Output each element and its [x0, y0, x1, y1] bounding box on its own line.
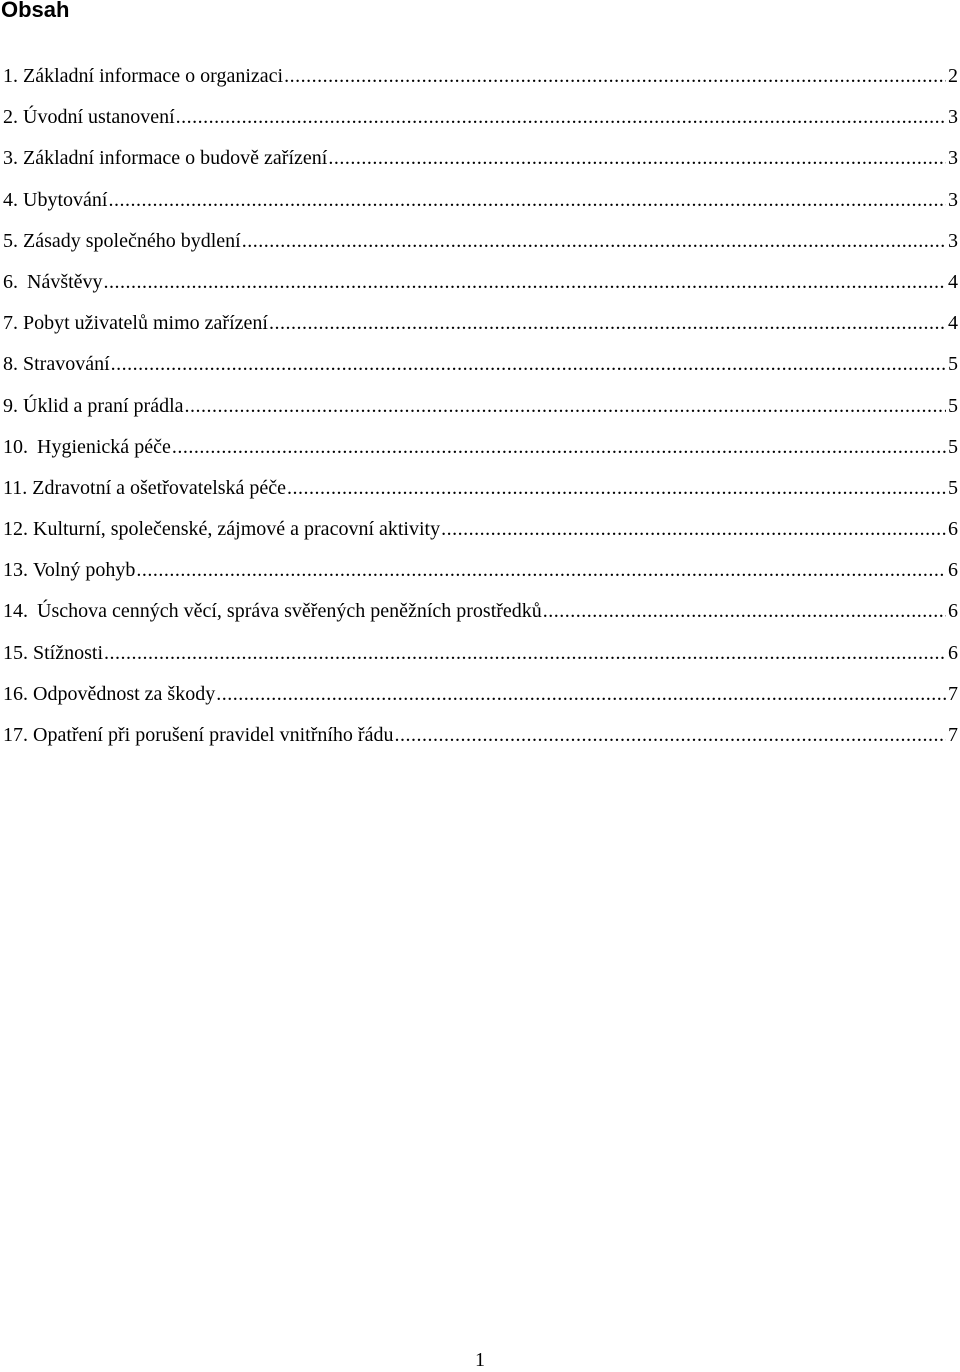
toc-entry[interactable] [3, 351, 958, 392]
toc-entry-number: 13. [3, 559, 28, 582]
toc-entry[interactable] [3, 598, 958, 639]
page-number: 1 [475, 1349, 485, 1371]
toc-entry-title: Opatření při porušení pravidel vnitřního řádu [33, 724, 394, 746]
dot-leader [185, 393, 947, 419]
dot-leader [269, 310, 946, 336]
toc-entry-number: 12. [3, 518, 28, 541]
toc-entry[interactable] [3, 145, 958, 186]
toc-entry-number: 1. [3, 65, 18, 87]
toc-entry-page: 6 [948, 641, 958, 664]
toc-entry-number: 17. [3, 724, 28, 746]
toc-entry-page: 7 [948, 682, 958, 705]
toc-entry[interactable] [3, 187, 958, 228]
toc-entry-title: Návštěvy [27, 270, 103, 293]
toc-entry-number: 15. [3, 641, 28, 664]
toc-entry[interactable] [3, 681, 958, 722]
toc-entry-number: 9. [3, 394, 18, 417]
toc-entry-page: 7 [948, 724, 958, 746]
toc-entry-page: 4 [948, 270, 958, 293]
toc-entry-number: 8. [3, 353, 18, 376]
toc-entry[interactable] [3, 393, 958, 434]
toc-entry-title: Ubytování [23, 188, 108, 211]
dot-leader [136, 557, 946, 583]
toc-entry-number: 3. [3, 147, 18, 170]
toc-entry-number: 16. [3, 682, 28, 705]
toc-entry-number: 6. [3, 270, 18, 293]
toc-entry-page: 5 [948, 435, 958, 458]
toc-entry-title: Odpovědnost za škody [33, 682, 216, 705]
toc-entry-page: 6 [948, 559, 958, 582]
toc-entry-number: 7. [3, 312, 18, 335]
toc-entry[interactable] [3, 516, 958, 557]
dot-leader [111, 351, 946, 377]
toc-entry-title: Hygienická péče [37, 435, 171, 458]
dot-leader [441, 516, 946, 542]
dot-leader [394, 722, 946, 748]
toc-entry-number: 14. [3, 600, 28, 623]
toc-entry[interactable] [3, 640, 958, 681]
toc-entry-page: 2 [948, 65, 958, 87]
toc-entry[interactable] [3, 434, 958, 475]
dot-leader [176, 104, 946, 130]
toc-entry-page: 3 [948, 147, 958, 170]
toc-entry[interactable] [3, 104, 958, 145]
toc-entry-title: Stravování [23, 353, 110, 376]
toc-entry-page: 5 [948, 476, 958, 499]
toc-entry-page: 6 [948, 600, 958, 623]
toc-entry-title: Úklid a praní prádla [23, 394, 184, 417]
toc-entry[interactable] [3, 722, 958, 763]
dot-leader [287, 475, 946, 501]
toc-entry-page: 5 [948, 394, 958, 417]
dot-leader [242, 228, 946, 254]
toc-heading: Obsah [1, 0, 70, 22]
toc-entry-page: 5 [948, 353, 958, 376]
toc-entry-title: Zdravotní a ošetřovatelská péče [32, 476, 287, 499]
toc-entry[interactable] [3, 63, 958, 104]
toc-entry-number: 2. [3, 106, 18, 129]
toc-entry-number: 10. [3, 435, 28, 458]
toc-entry-title: Stížnosti [33, 641, 104, 664]
toc-entry-title: Úschova cenných věcí, správa svěřených peněžních prostředků [37, 600, 542, 623]
toc-entry-title: Základní informace o organizaci [23, 65, 284, 87]
toc-entry-title: Kulturní, společenské, zájmové a pracovní aktivity [33, 518, 441, 541]
table-of-contents [3, 63, 958, 763]
toc-entry[interactable] [3, 310, 958, 351]
dot-leader [108, 187, 946, 213]
toc-entry-title: Úvodní ustanovení [23, 106, 175, 129]
toc-entry[interactable] [3, 557, 958, 598]
dot-leader [543, 598, 946, 624]
dot-leader [172, 434, 946, 460]
dot-leader [216, 681, 946, 707]
dot-leader [104, 269, 946, 295]
toc-entry[interactable] [3, 269, 958, 310]
toc-entry-title: Pobyt uživatelů mimo zařízení [23, 312, 268, 335]
toc-entry-number: 11. [3, 476, 28, 499]
dot-leader [104, 640, 946, 666]
dot-leader [328, 145, 946, 171]
toc-entry[interactable] [3, 475, 958, 516]
toc-entry-page: 6 [948, 518, 958, 541]
toc-entry-page: 3 [948, 106, 958, 129]
toc-entry-title: Základní informace o budově zařízení [23, 147, 328, 170]
toc-entry-page: 3 [948, 188, 958, 211]
toc-entry-number: 4. [3, 188, 18, 211]
toc-entry[interactable] [3, 228, 958, 269]
toc-entry-title: Zásady společného bydlení [23, 229, 241, 252]
toc-entry-number: 5. [3, 229, 18, 252]
toc-entry-page: 3 [948, 229, 958, 252]
dot-leader [284, 63, 946, 89]
toc-entry-page: 4 [948, 312, 958, 335]
toc-entry-title: Volný pohyb [33, 559, 136, 582]
